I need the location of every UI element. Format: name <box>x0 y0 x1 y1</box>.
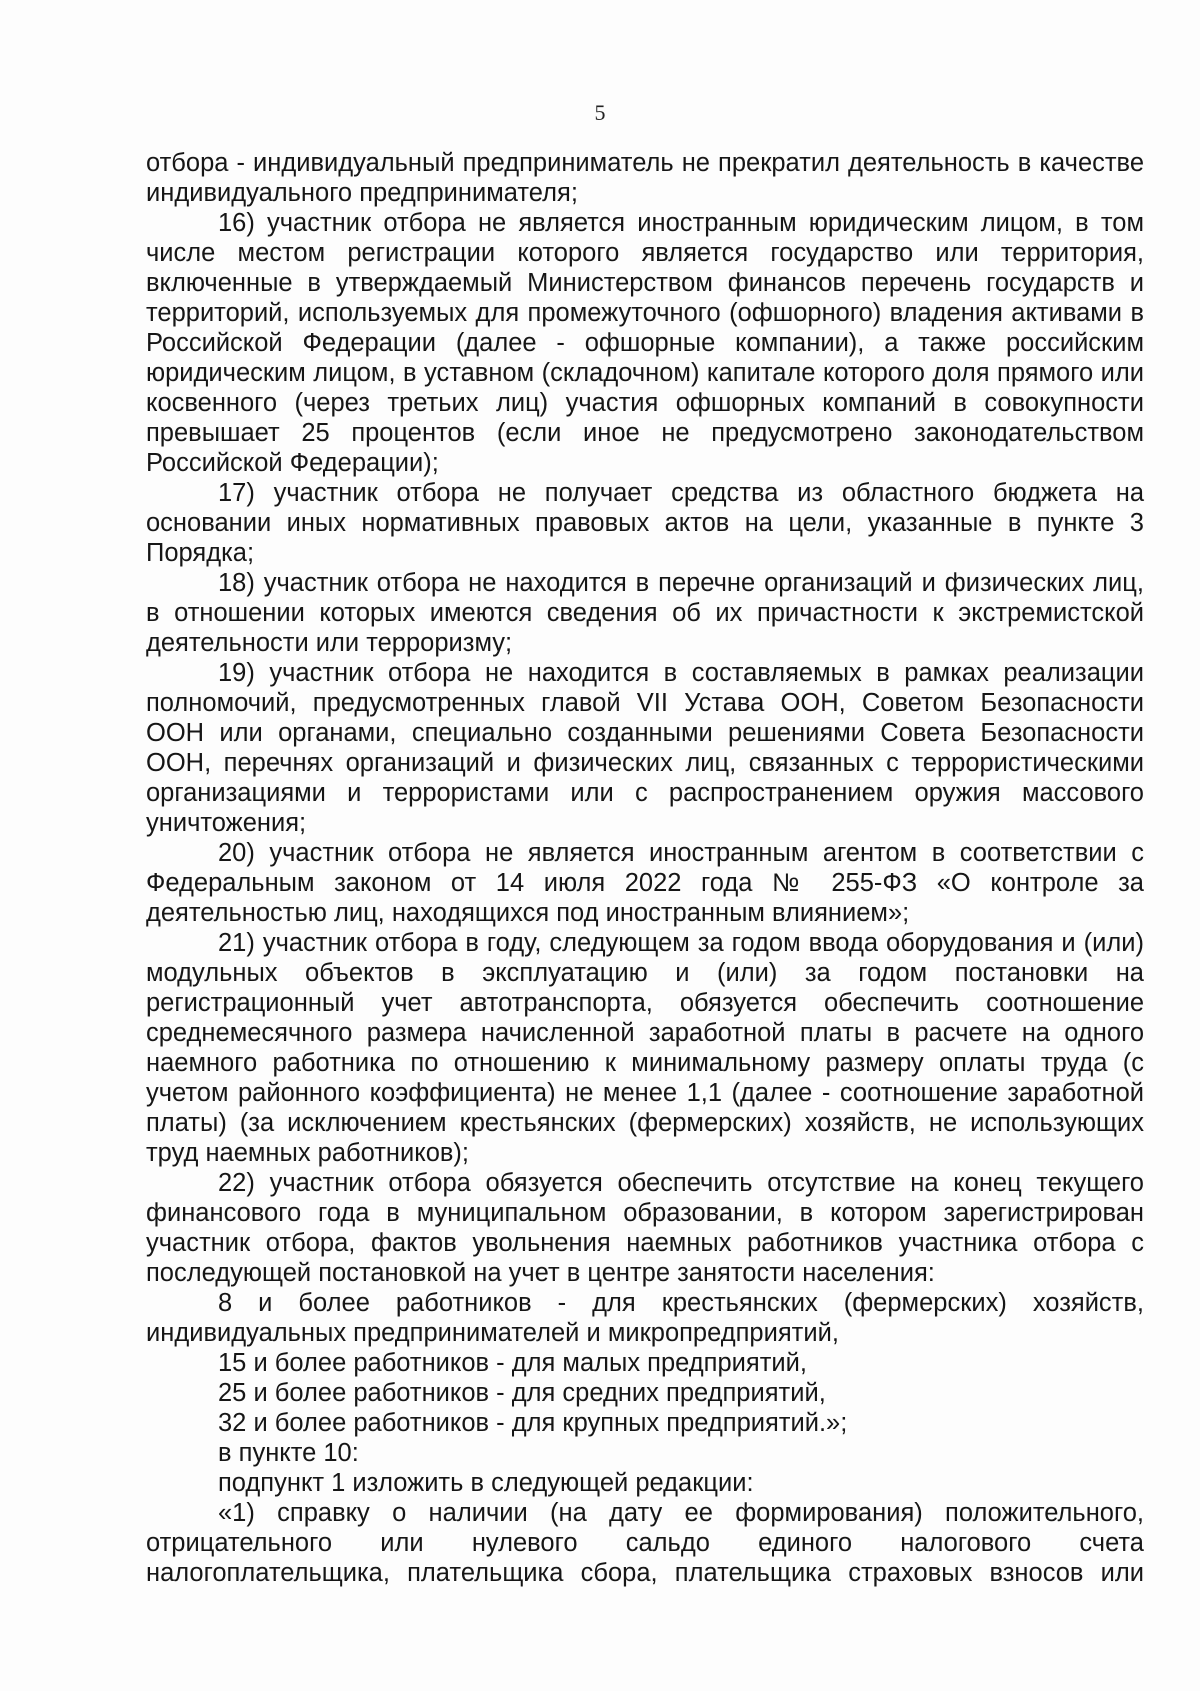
paragraph-item-19: 19) участник отбора не находится в составляемых в рамках реализации полномочий, предусмотренных главой VII Устава ООН, Советом Безопасности ООН или органами, специально созданными решениями Совета Безопасности ООН, перечнях организаций и физических лиц, связанных с террористическими организациями и террористами или с распространением оружия массового уничтожения; <box>146 659 1144 837</box>
paragraph-workers-25: 25 и более работников - для средних предприятий, <box>218 1379 826 1407</box>
document-body <box>146 148 1144 1588</box>
paragraph-item-17: 17) участник отбора не получает средства из областного бюджета на основании иных нормативных правовых актов на цели, указанные в пункте 3 Порядка; <box>146 479 1144 567</box>
paragraph-new-item-1: «1) справку о наличии (на дату ее формирования) положительного, отрицательного или нулевого сальдо единого налогового счета налогоплательщика, плательщика сбора, плательщика страховых взносов или <box>146 1499 1144 1587</box>
paragraph-continuation: отбора - индивидуальный предприниматель не прекратил деятельность в качестве индивидуального предпринимателя; <box>146 149 1144 207</box>
paragraph-workers-15: 15 и более работников - для малых предприятий, <box>218 1349 807 1377</box>
paragraph-item-20: 20) участник отбора не является иностранным агентом в соответствии с Федеральным законом от 14 июля 2022 года № 255-ФЗ «О контроле за деятельностью лиц, находящихся под иностранным влиянием»; <box>146 839 1144 927</box>
paragraph-subclause-1: подпункт 1 изложить в следующей редакции: <box>218 1469 754 1497</box>
page-number: 5 <box>594 100 606 125</box>
paragraph-item-21: 21) участник отбора в году, следующем за годом ввода оборудования и (или) модульных объектов в эксплуатацию и (или) за годом постановки на регистрационный учет автотранспорта, обязуется обеспечить соотношение среднемесячного размера начисленной заработной платы в расчете на одного наемного работника по отношению к минимальному размеру оплаты труда (с учетом районного коэффициента) не менее 1,1 (далее - соотношение заработной платы) (за исключением крестьянских (фермерских) хозяйств, не использующих труд наемных работников); <box>146 929 1144 1167</box>
paragraph-clause-10: в пункте 10: <box>218 1439 359 1467</box>
paragraph-workers-8: 8 и более работников - для крестьянских (фермерских) хозяйств, индивидуальных предпринимателей и микропредприятий, <box>146 1289 1144 1347</box>
paragraph-item-18: 18) участник отбора не находится в перечне организаций и физических лиц, в отношении которых имеются сведения об их причастности к экстремистской деятельности или терроризму; <box>146 569 1144 657</box>
paragraph-item-22: 22) участник отбора обязуется обеспечить отсутствие на конец текущего финансового года в муниципальном образовании, в котором зарегистрирован участник отбора, фактов увольнения наемных работников участника отбора с последующей постановкой на учет в центре занятости населения: <box>146 1169 1144 1287</box>
paragraph-item-16: 16) участник отбора не является иностранным юридическим лицом, в том числе местом регистрации которого является государство или территория, включенные в утверждаемый Министерством финансов перечень государств и территорий, используемых для промежуточного (офшорного) владения активами в Российской Федерации (далее - офшорные компании), а также российским юридическим лицом, в уставном (складочном) капитале которого доля прямого или косвенного (через третьих лиц) участия офшорных компаний в совокупности превышает 25 процентов (если иное не предусмотрено законодательством Российской Федерации); <box>146 209 1144 477</box>
paragraph-workers-32: 32 и более работников - для крупных предприятий.»; <box>218 1409 848 1437</box>
